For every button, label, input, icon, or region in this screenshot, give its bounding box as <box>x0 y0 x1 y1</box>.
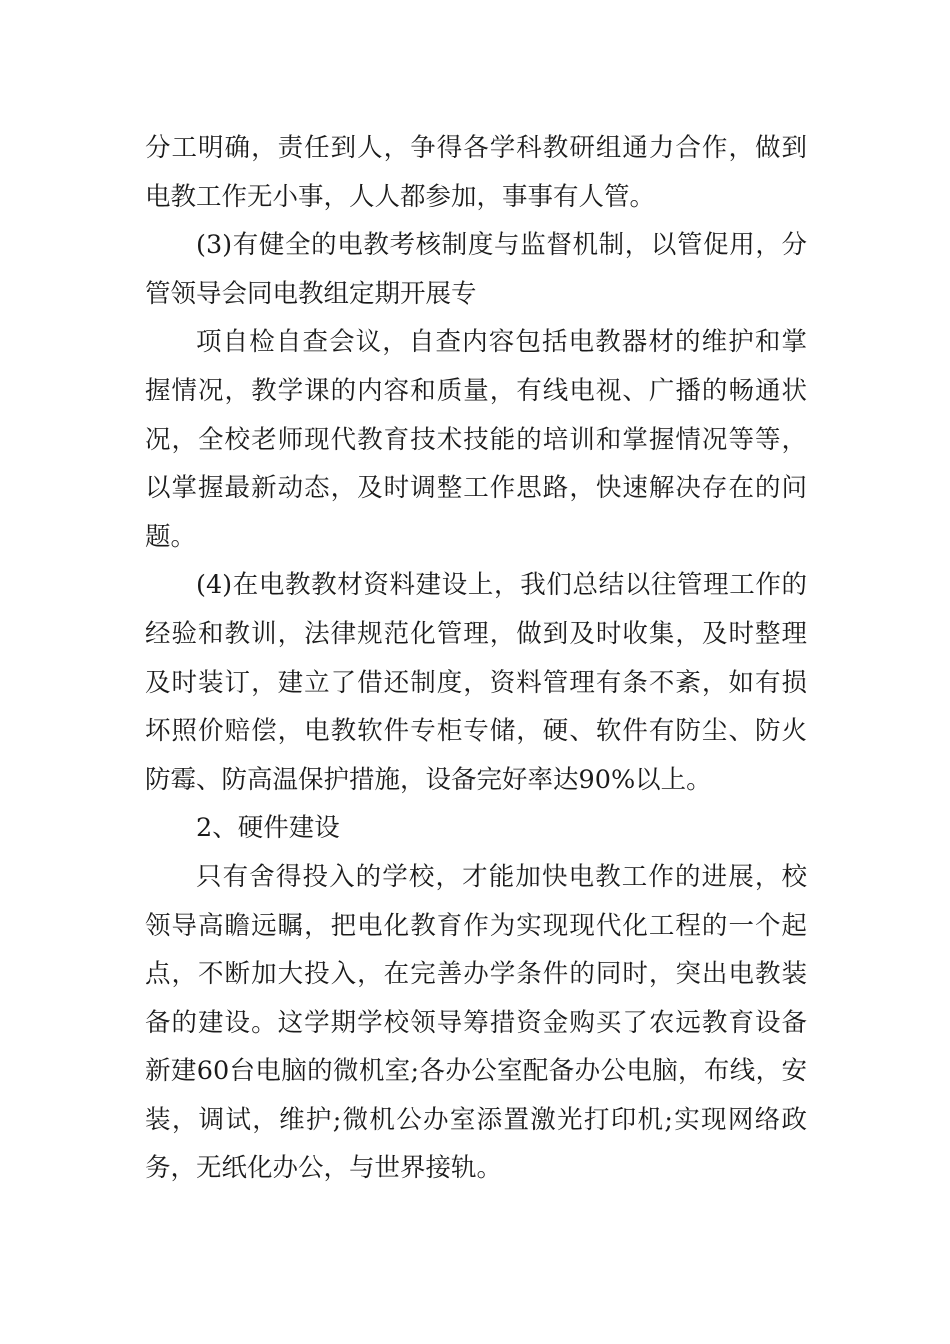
paragraph-self-inspection: 项自检自查会议，自查内容包括电教器材的维护和掌握情况，教学课的内容和质量，有线电视、广播的畅通状况，全校老师现代教育技术技能的培训和掌握情况等等，以掌握最新动态，及时调整工作思路，快速解决存在的问题。 <box>145 327 807 552</box>
section-heading-hardware: 2、硬件建设 <box>196 813 340 844</box>
paragraph-item-3: (3)有健全的电教考核制度与监督机制，以管促用，分管领导会同电教组定期开展专 <box>145 230 807 309</box>
paragraph-item-4: (4)在电教教材资料建设上，我们总结以往管理工作的经验和教训，法律规范化管理，做到及时收集，及时整理及时装订，建立了借还制度，资料管理有条不紊，如有损坏照价赔偿，电教软件专柜专储，硬、软件有防尘、防火防霉、防高温保护措施，设备完好率达90%以上。 <box>145 570 807 795</box>
document-body <box>145 124 807 1193</box>
paragraph-continuation: 分工明确，责任到人，争得各学科教研组通力合作，做到电教工作无小事，人人都参加，事事有人管。 <box>145 133 807 212</box>
paragraph-hardware-investment: 只有舍得投入的学校，才能加快电教工作的进展，校领导高瞻远瞩，把电化教育作为实现现代化工程的一个起点，不断加大投入，在完善办学条件的同时，突出电教装备的建设。这学期学校领导筹措资金购买了农远教育设备新建60台电脑的微机室;各办公室配备办公电脑，布线，安装，调试，维护;微机公办室添置激光打印机;实现网络政务，无纸化办公，与世界接轨。 <box>145 861 807 1184</box>
